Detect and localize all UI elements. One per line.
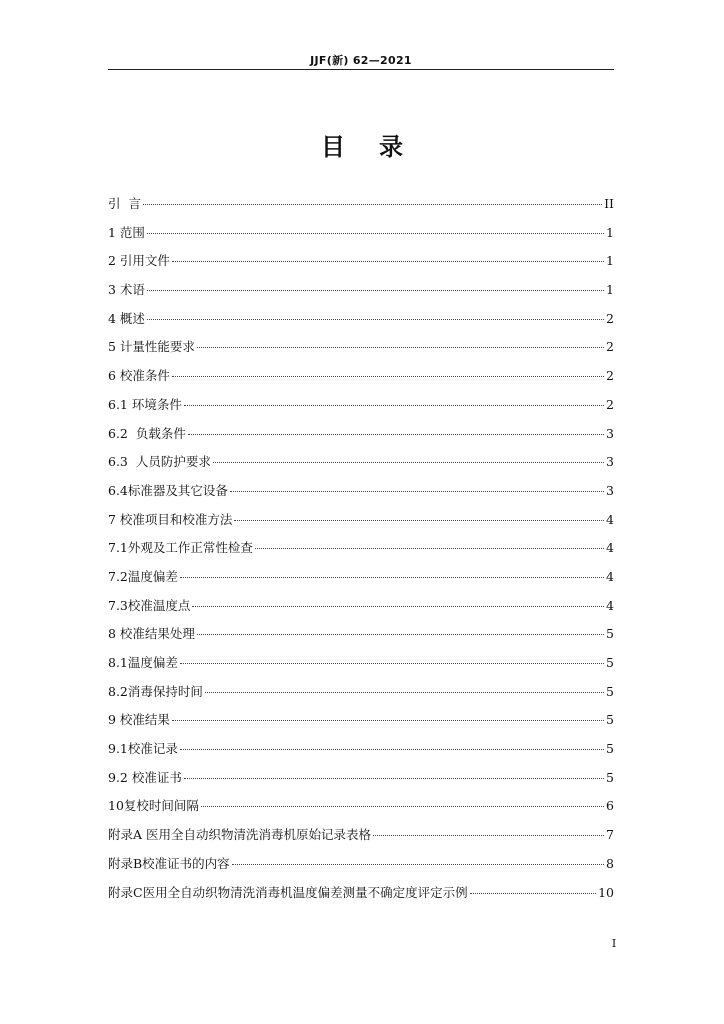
toc-entry-label: 附录A 医用全自动织物清洗消毒机原始记录表格 xyxy=(108,827,372,843)
page-number: I xyxy=(611,937,617,950)
toc-entry-page: 3 xyxy=(606,482,614,498)
toc-entry-label: 2 引用文件 xyxy=(108,253,170,269)
toc-entry-label: 6.1 环境条件 xyxy=(108,396,182,412)
dot-leader xyxy=(184,405,604,406)
dot-leader xyxy=(180,663,604,664)
dot-leader xyxy=(230,491,604,492)
toc-entry-page: 2 xyxy=(606,339,614,355)
toc-entry[interactable] xyxy=(108,569,614,598)
toc-entry-page: 5 xyxy=(606,741,614,757)
toc-entry[interactable] xyxy=(108,598,614,627)
toc-entry-label: 4 概述 xyxy=(108,310,145,326)
toc-entry-label: 8.2消毒保持时间 xyxy=(108,683,203,699)
dot-leader xyxy=(232,864,604,865)
toc-entry-label: 附录B校准证书的内容 xyxy=(108,855,230,871)
toc-entry-page: 5 xyxy=(606,683,614,699)
toc-entry-label: 6.3 人员防护要求 xyxy=(108,454,211,470)
dot-leader xyxy=(184,778,604,779)
toc-entry-label: 6.4标准器及其它设备 xyxy=(108,482,228,498)
toc-entry[interactable] xyxy=(108,253,614,282)
toc-entry[interactable] xyxy=(108,483,614,512)
toc-entry-page: 5 xyxy=(606,712,614,728)
toc-entry-label: 3 术语 xyxy=(108,282,145,298)
toc-entry[interactable] xyxy=(108,225,614,254)
toc-entry-label: 附录C医用全自动织物清洗消毒机温度偏差测量不确定度评定示例 xyxy=(108,884,468,900)
toc-entry[interactable] xyxy=(108,368,614,397)
toc-entry-label: 7.3校准温度点 xyxy=(108,597,191,613)
toc-entry[interactable] xyxy=(108,397,614,426)
dot-leader xyxy=(197,634,604,635)
toc-entry[interactable] xyxy=(108,626,614,655)
dot-leader xyxy=(188,434,604,435)
page-title: 目录 xyxy=(321,133,437,161)
toc-entry-page: 1 xyxy=(606,224,614,240)
toc-entry-page: 5 xyxy=(606,655,614,670)
toc-entry-label: 1 范围 xyxy=(108,224,145,240)
toc-entry[interactable] xyxy=(108,311,614,340)
toc-entry[interactable] xyxy=(108,885,614,914)
toc-entry-label: 5 计量性能要求 xyxy=(108,339,195,355)
toc-entry[interactable] xyxy=(108,741,614,770)
dot-leader xyxy=(172,261,604,262)
dot-leader xyxy=(197,347,604,348)
toc-entry[interactable] xyxy=(108,339,614,368)
dot-leader xyxy=(470,893,597,894)
toc-entry-page: 2 xyxy=(606,396,614,412)
toc-entry-page: 1 xyxy=(606,253,614,269)
dot-leader xyxy=(234,520,604,521)
toc-entry-page: 3 xyxy=(606,425,614,441)
toc-entry-page: 4 xyxy=(606,568,614,584)
toc-entry-page: 4 xyxy=(606,511,614,527)
toc-entry-page: 3 xyxy=(606,454,614,470)
toc-entry-label: 10复校时间间隔 xyxy=(108,798,199,814)
dot-leader xyxy=(213,462,604,463)
toc-entry-label: 7.2温度偏差 xyxy=(108,568,178,584)
toc-entry[interactable] xyxy=(108,196,614,225)
toc-entry[interactable] xyxy=(108,540,614,569)
dot-leader xyxy=(147,319,604,320)
dot-leader xyxy=(172,376,604,377)
toc-entry-page: 10 xyxy=(598,884,614,900)
toc-entry-label: 8.1温度偏差 xyxy=(108,655,178,670)
toc-entry[interactable] xyxy=(108,512,614,541)
toc-entry[interactable] xyxy=(108,426,614,455)
toc-entry-page: 4 xyxy=(606,597,614,613)
toc-entry[interactable] xyxy=(108,655,614,684)
dot-leader xyxy=(143,204,602,205)
table-of-contents xyxy=(108,196,614,913)
dot-leader xyxy=(147,233,604,234)
toc-entry[interactable] xyxy=(108,770,614,799)
toc-entry[interactable] xyxy=(108,454,614,483)
toc-entry-label: 7 校准项目和校准方法 xyxy=(108,511,233,527)
toc-entry-page: 4 xyxy=(606,540,614,556)
toc-entry-label: 9.2 校准证书 xyxy=(108,769,182,785)
toc-entry-label: 6 校准条件 xyxy=(108,368,170,384)
dot-leader xyxy=(201,806,604,807)
toc-entry[interactable] xyxy=(108,856,614,885)
toc-entry-page: 2 xyxy=(606,368,614,384)
toc-entry-page: II xyxy=(604,196,614,211)
dot-leader xyxy=(180,577,604,578)
toc-entry-label: 7.1外观及工作正常性检查 xyxy=(108,540,253,556)
dot-leader xyxy=(205,692,604,693)
toc-entry-page: 8 xyxy=(606,855,614,871)
toc-entry-page: 2 xyxy=(606,310,614,326)
dot-leader xyxy=(192,606,604,607)
toc-entry-label: 8 校准结果处理 xyxy=(108,626,195,642)
toc-entry-page: 1 xyxy=(606,282,614,298)
toc-entry-label: 引 言 xyxy=(108,196,141,211)
dot-leader xyxy=(373,835,604,836)
toc-entry-page: 7 xyxy=(606,827,614,843)
toc-entry-page: 5 xyxy=(606,769,614,785)
document-code-header: JJF(新) 62—2021 xyxy=(310,54,412,67)
dot-leader xyxy=(172,720,604,721)
toc-entry-page: 6 xyxy=(606,798,614,814)
toc-entry[interactable] xyxy=(108,684,614,713)
toc-entry-label: 9.1校准记录 xyxy=(108,741,178,757)
toc-entry[interactable] xyxy=(108,798,614,827)
toc-entry[interactable] xyxy=(108,282,614,311)
toc-entry-label: 9 校准结果 xyxy=(108,712,170,728)
toc-entry[interactable] xyxy=(108,712,614,741)
dot-leader xyxy=(255,548,604,549)
dot-leader xyxy=(147,290,604,291)
dot-leader xyxy=(180,749,604,750)
toc-entry[interactable] xyxy=(108,827,614,856)
toc-entry-page: 5 xyxy=(606,626,614,642)
header-rule xyxy=(108,69,614,70)
toc-entry-label: 6.2 负载条件 xyxy=(108,425,186,441)
